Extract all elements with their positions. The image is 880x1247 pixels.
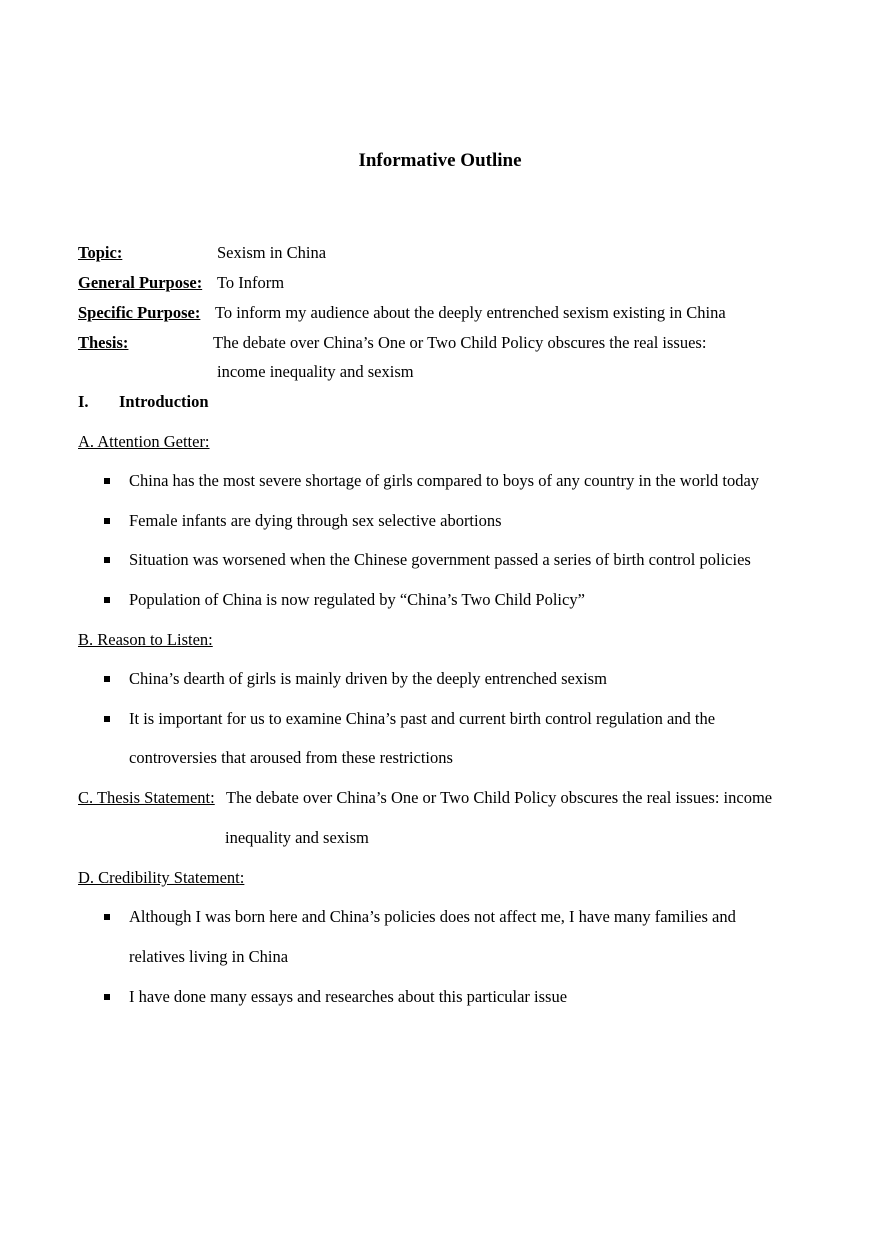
list-item: Situation was worsened when the Chinese government passed a series of birth control policies [129,550,751,569]
credibility-statement-heading: D. Credibility Statement: [78,868,245,887]
attention-getter-heading: A. Attention Getter: [78,432,210,451]
page-title: Informative Outline [358,150,522,171]
list-item: Female infants are dying through sex selective abortions [129,511,502,530]
bullet-icon [104,676,110,682]
thesis-value-line1: The debate over China’s One or Two Child Policy obscures the real issues: [213,333,707,352]
list-item: It is important for us to examine China’s past and current birth control regulation and the [129,709,716,728]
bullet-icon [104,597,110,603]
specific-purpose-label: Specific Purpose: [78,303,201,322]
thesis-statement-line2: inequality and sexism [225,828,369,847]
list-item: China’s dearth of girls is mainly driven by the deeply entrenched sexism [129,669,607,688]
section-title: Introduction [119,392,209,411]
thesis-statement-line1: The debate over China’s One or Two Child Policy obscures the real issues: income [226,788,773,807]
bullet-icon [104,557,110,563]
general-purpose-value: To Inform [217,273,285,292]
specific-purpose-value: To inform my audience about the deeply entrenched sexism existing in China [215,303,726,322]
bullet-icon [104,994,110,1000]
list-item: Although I was born here and China’s policies does not affect me, I have many families and [129,907,736,926]
topic-value: Sexism in China [217,243,327,262]
general-purpose-label: General Purpose: [78,273,203,292]
bullet-icon [104,518,110,524]
reason-to-listen-heading: B. Reason to Listen: [78,630,213,649]
list-item: Population of China is now regulated by “China’s Two Child Policy” [129,590,585,609]
thesis-value-line2: income inequality and sexism [217,362,414,381]
list-item: China has the most severe shortage of girls compared to boys of any country in the world today [129,471,760,490]
list-item: I have done many essays and researches about this particular issue [129,987,568,1006]
thesis-label: Thesis: [78,333,129,352]
list-item-continuation: relatives living in China [129,947,289,966]
bullet-icon [104,914,110,920]
bullet-icon [104,716,110,722]
thesis-statement-heading: C. Thesis Statement: [78,788,215,807]
bullet-icon [104,478,110,484]
topic-label: Topic: [78,243,123,262]
list-item-continuation: controversies that aroused from these restrictions [129,748,453,767]
section-number: I. [78,392,89,411]
